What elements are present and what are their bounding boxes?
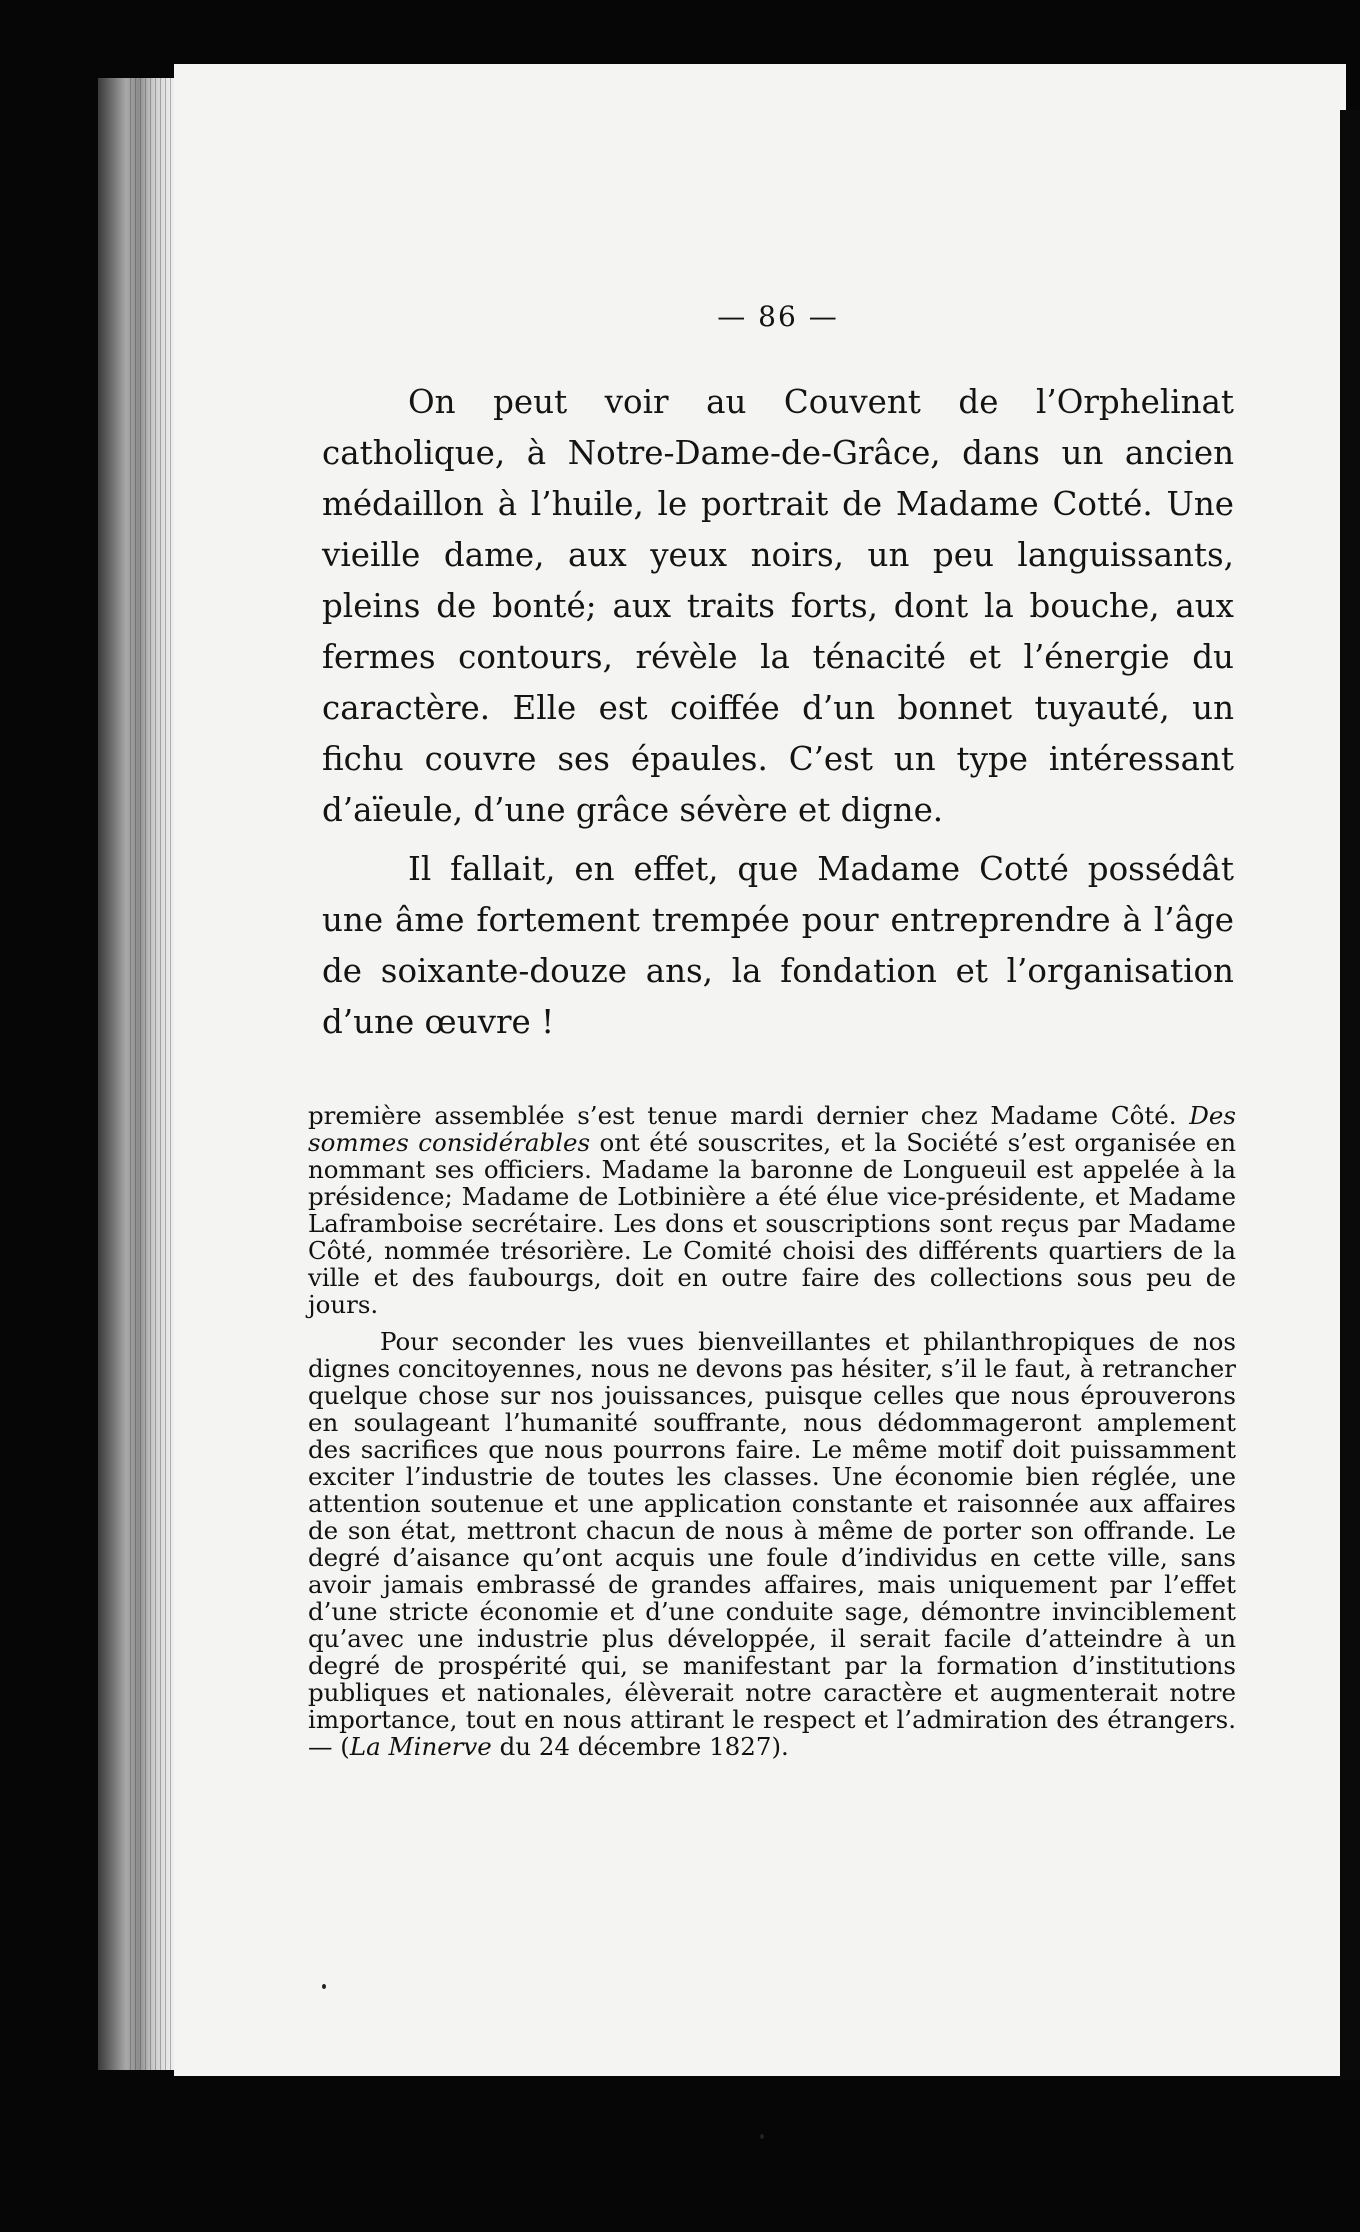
- body-paragraph-2: Il fallait, en effet, que Madame Cotté possédât une âme fortement trempée pour entreprendre à l’âge de soixante-douze ans, la fondation et l’organisation d’une œuvre !: [322, 850, 1234, 1041]
- scan-border: [1340, 110, 1360, 2080]
- speck-mark: [760, 2134, 764, 2139]
- quote-emphasis: Des sommes considérables: [308, 1101, 1236, 1157]
- quote-text: première assemblée s’est tenue mardi dernier chez Madame Côté.: [308, 1101, 1190, 1130]
- quote-paragraph-1: [308, 1102, 1236, 1318]
- quote-text: ont été souscrites, et la Société s’est organisée en nommant ses officiers. Madame la baronne de Longueuil est appelée à la présidence; Madame de Lotbinière a été élue vice-présidente, et Madame Laframboise secrétaire. Les dons et souscriptions sont reçus par Madame Côté, nommée trésorière. Le Comité choisi des différents quartiers de la ville et des faubourgs, doit en outre faire des collections sous peu de jours.: [308, 1128, 1236, 1319]
- page-content: [308, 300, 1236, 1761]
- quote-paragraph-2: [308, 1328, 1236, 1760]
- page-edges: [130, 78, 174, 2070]
- source-date: du 24 décembre 1827).: [491, 1732, 789, 1761]
- speck-mark: [322, 1984, 326, 1989]
- source-title: La Minerve: [349, 1732, 492, 1761]
- body-paragraph-1: On peut voir au Couvent de l’Orphelinat catholique, à Notre-Dame-de-Grâce, dans un ancien médaillon à l’huile, le portrait de Madame Cotté. Une vieille dame, aux yeux noirs, un peu languissants, pleins de bonté; aux traits forts, dont la bouche, aux fermes contours, révèle la ténacité et l’énergie du caractère. Elle est coiffée d’un bonnet tuyauté, un fichu couvre ses épaules. C’est un type intéressant d’aïeule, d’une grâce sévère et digne.: [322, 383, 1234, 829]
- quote-text: Pour seconder les vues bienveillantes et philanthropiques de nos dignes concitoyennes, nous ne devons pas hésiter, s’il le faut, à retrancher quelque chose sur nos jouissances, puisque celles que nous éprouverons en soulageant l’humanité souffrante, nous dédommageront amplement des sacrifices que nous pourrons faire. Le même motif doit puissamment exciter l’industrie de toutes les classes. Une économie bien réglée, une attention soutenue et une application constante et raisonnée aux affaires de son état, mettront chacun de nous à même de porter son offrande. Le degré d’aisance qu’ont acquis une foule d’individus en cette ville, sans avoir jamais embrassé de grandes affaires, mais uniquement par l’effet d’une stricte économie et d’une conduite sage, démontre invinciblement qu’avec une industrie plus développée, il serait facile d’atteindre à un degré de prospérité qui, se manifestant par la formation d’institutions publiques et nationales, élèverait notre caractère et augmenterait notre importance, tout en nous attirant le respect et l’admiration des étrangers. — (: [308, 1327, 1236, 1761]
- page-number: — 86 —: [717, 300, 839, 333]
- quoted-excerpt: [308, 1102, 1236, 1760]
